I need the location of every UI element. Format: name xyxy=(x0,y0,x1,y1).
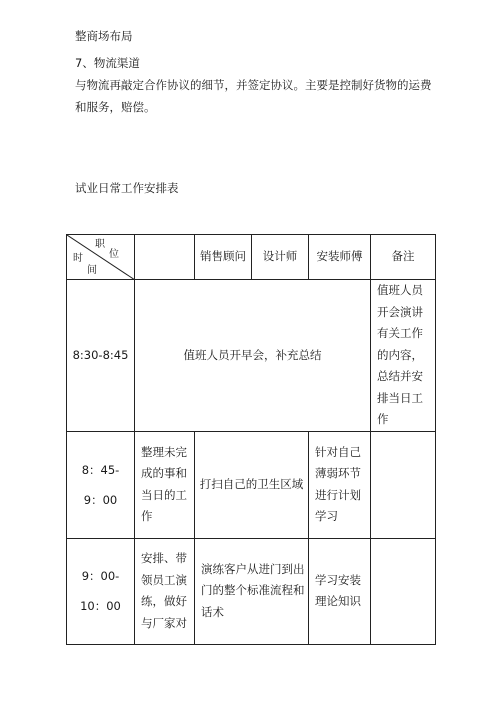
merged-cell: 打扫自己的卫生区域 xyxy=(195,431,309,538)
paragraph: 与物流再敲定合作协议的细节，并签定协议。主要是控制好货物的运费和服务，赔偿。 xyxy=(75,78,432,114)
time-cell: 9：00-10：00 xyxy=(67,538,135,644)
merged-cell: 演练客户从进门到出门的整个标准流程和话术 xyxy=(195,538,309,644)
header-cell: 备注 xyxy=(371,235,436,280)
note-cell xyxy=(371,431,436,538)
task-cell: 针对自己薄弱环节进行计划学习 xyxy=(309,431,371,538)
schedule-table xyxy=(66,234,436,645)
header-cell-empty xyxy=(135,235,195,280)
time-cell: 8:30-8:45 xyxy=(67,280,135,432)
header-cell: 安装师傅 xyxy=(309,235,371,280)
table-row xyxy=(67,431,436,538)
table-row xyxy=(67,538,436,644)
time-cell: 8：45-9：00 xyxy=(67,431,135,538)
merged-cell: 值班人员开早会，补充总结 xyxy=(135,280,371,432)
note-cell: 值班人员开会演讲有关工作的内容，总结并安排当日工作 xyxy=(371,280,436,432)
table-row xyxy=(67,280,436,432)
table-header-row xyxy=(67,235,436,280)
corner-label: 间 xyxy=(87,265,97,276)
note-cell xyxy=(371,538,436,644)
header-cell: 销售顾问 xyxy=(195,235,252,280)
section-heading: 7、物流渠道 xyxy=(75,56,140,70)
diagonal-header-cell xyxy=(67,235,135,280)
task-cell: 安排、带领员工演练，做好与厂家对 xyxy=(135,538,195,644)
corner-label: 职 xyxy=(95,239,105,250)
text-line: 整商场布局 xyxy=(75,29,133,43)
corner-label: 位 xyxy=(109,249,119,260)
task-cell: 学习安装理论知识 xyxy=(309,538,371,644)
task-cell: 整理未完成的事和当日的工作 xyxy=(135,431,195,538)
table-title: 试业日常工作安排表 xyxy=(75,181,179,195)
corner-label: 时 xyxy=(73,253,83,264)
header-cell: 设计师 xyxy=(252,235,309,280)
